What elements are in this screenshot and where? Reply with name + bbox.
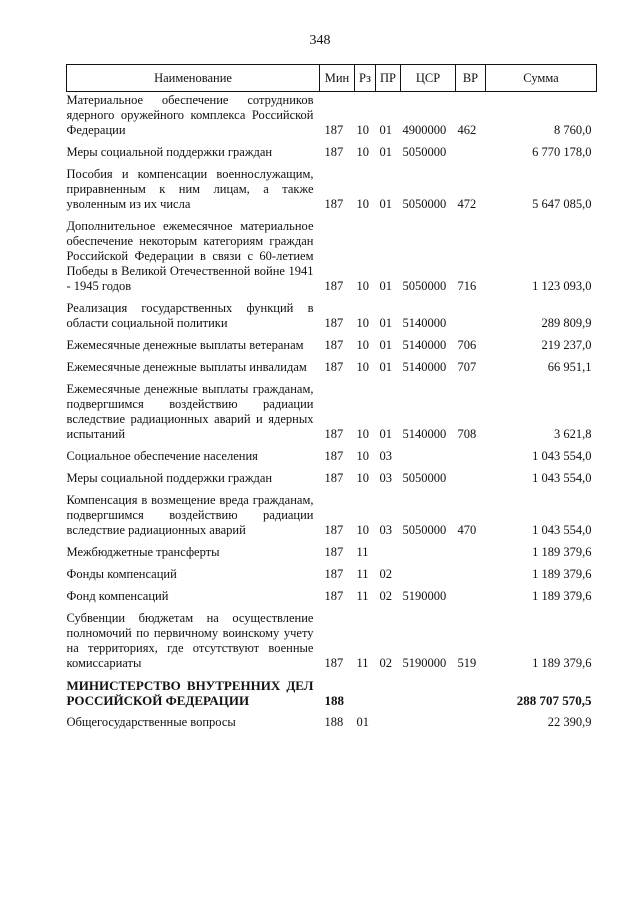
- cell-csr: [401, 708, 456, 730]
- cell-csr: 5050000: [402, 197, 447, 211]
- cell-sum: 1 189 379,6: [532, 567, 592, 581]
- cell-min: 187: [324, 656, 344, 670]
- cell-pr: 01: [379, 197, 392, 211]
- cell-vr: [456, 671, 486, 708]
- cell-vr: [456, 582, 486, 604]
- table-row: [67, 294, 597, 331]
- cell-pr: 03: [379, 449, 392, 463]
- cell-sum: 8 760,0: [554, 123, 592, 137]
- cell-min: 188: [324, 715, 344, 729]
- cell-csr: 5050000: [402, 145, 447, 159]
- header-pr: ПР: [376, 65, 401, 92]
- table-row: [67, 375, 597, 442]
- cell-sum: 1 189 379,6: [532, 589, 592, 603]
- table-row: [67, 442, 597, 464]
- cell-min: 187: [324, 279, 344, 293]
- cell-csr: 5140000: [402, 338, 447, 352]
- cell-min: 188: [324, 693, 344, 708]
- cell-sum: 3 621,8: [554, 427, 592, 441]
- table-row: [67, 486, 597, 538]
- cell-pr: 03: [379, 523, 392, 537]
- cell-rz: 10: [356, 449, 369, 463]
- table-row: [67, 138, 597, 160]
- cell-min: 187: [324, 545, 344, 559]
- cell-csr: 5140000: [402, 427, 447, 441]
- table-body: [67, 92, 597, 731]
- cell-csr: 5050000: [402, 471, 447, 485]
- cell-rz: 10: [356, 338, 369, 352]
- cell-vr: 462: [457, 123, 477, 137]
- cell-name: Субвенции бюджетам на осуществление полномочий по первичному воинскому учету на территориях, где отсутствуют военные комиссариаты: [66, 611, 314, 670]
- cell-name: Ежемесячные денежные выплаты ветеранам: [66, 338, 304, 352]
- cell-rz: 01: [356, 715, 369, 729]
- cell-rz: 10: [356, 471, 369, 485]
- page-number: 348: [309, 33, 331, 48]
- cell-pr: 01: [379, 279, 392, 293]
- cell-vr: 519: [457, 656, 477, 670]
- cell-min: 187: [324, 123, 344, 137]
- cell-vr: [456, 464, 486, 486]
- cell-vr: 716: [457, 279, 477, 293]
- cell-sum: 66 951,1: [547, 360, 592, 374]
- cell-vr: [456, 442, 486, 464]
- cell-sum: 288 707 570,5: [516, 693, 592, 708]
- cell-name: Дополнительное ежемесячное материальное обеспечение некоторым категориям граждан Российской Федерации в связи с 60-летием Победы в Великой Отечественной войне 1941 - 1945 годов: [66, 219, 314, 293]
- cell-pr: 03: [379, 471, 392, 485]
- header-name: Наименование: [67, 65, 320, 92]
- cell-rz: 10: [356, 279, 369, 293]
- table-row: [67, 671, 597, 708]
- table-row: [67, 538, 597, 560]
- cell-rz: 10: [356, 145, 369, 159]
- cell-pr: [376, 671, 401, 708]
- cell-sum: 22 390,9: [547, 715, 592, 729]
- cell-name: Межбюджетные трансферты: [66, 545, 220, 559]
- cell-sum: 1 189 379,6: [532, 545, 592, 559]
- cell-pr: 01: [379, 360, 392, 374]
- cell-csr: [401, 671, 456, 708]
- table-row: [67, 212, 597, 294]
- cell-min: 187: [324, 197, 344, 211]
- cell-csr: 4900000: [402, 123, 447, 137]
- cell-pr: 01: [379, 123, 392, 137]
- table-row: [67, 160, 597, 212]
- cell-rz: 10: [356, 197, 369, 211]
- cell-csr: [401, 538, 456, 560]
- cell-pr: 01: [379, 338, 392, 352]
- cell-min: 187: [324, 338, 344, 352]
- cell-vr: [456, 708, 486, 730]
- cell-csr: 5140000: [402, 316, 447, 330]
- cell-min: 187: [324, 145, 344, 159]
- cell-sum: 5 647 085,0: [532, 197, 592, 211]
- cell-vr: 706: [457, 338, 477, 352]
- header-csr: ЦСР: [401, 65, 456, 92]
- cell-name: Социальное обеспечение населения: [66, 449, 258, 463]
- cell-pr: 02: [379, 589, 392, 603]
- cell-min: 187: [324, 589, 344, 603]
- cell-rz: [355, 671, 376, 708]
- cell-rz: 11: [356, 567, 369, 581]
- cell-min: 187: [324, 567, 344, 581]
- cell-vr: 470: [457, 523, 477, 537]
- cell-sum: 1 043 554,0: [532, 471, 592, 485]
- header-vr: ВР: [456, 65, 486, 92]
- cell-csr: 5190000: [402, 656, 447, 670]
- cell-pr: 01: [379, 145, 392, 159]
- cell-vr: 708: [457, 427, 477, 441]
- cell-pr: [376, 538, 401, 560]
- cell-pr: [376, 708, 401, 730]
- cell-min: 187: [324, 316, 344, 330]
- cell-rz: 11: [356, 545, 369, 559]
- cell-vr: [456, 294, 486, 331]
- budget-table: [66, 64, 597, 730]
- cell-pr: 01: [379, 427, 392, 441]
- cell-name: Ежемесячные денежные выплаты инвалидам: [66, 360, 307, 374]
- table-row: [67, 92, 597, 139]
- header-sum: Сумма: [486, 65, 597, 92]
- cell-csr: 5050000: [402, 523, 447, 537]
- cell-vr: [456, 538, 486, 560]
- cell-sum: 6 770 178,0: [532, 145, 592, 159]
- table-row: [67, 464, 597, 486]
- cell-vr: [456, 138, 486, 160]
- cell-name: Реализация государственных функций в области социальной политики: [66, 301, 314, 330]
- cell-vr: 707: [457, 360, 477, 374]
- cell-name: Фонд компенсаций: [66, 589, 169, 603]
- cell-pr: 02: [379, 656, 392, 670]
- cell-name: Меры социальной поддержки граждан: [66, 145, 273, 159]
- cell-pr: 02: [379, 567, 392, 581]
- cell-sum: 219 237,0: [541, 338, 592, 352]
- cell-rz: 10: [356, 427, 369, 441]
- cell-rz: 10: [356, 123, 369, 137]
- cell-csr: 5190000: [402, 589, 447, 603]
- cell-name: Меры социальной поддержки граждан: [66, 471, 273, 485]
- cell-rz: 10: [356, 360, 369, 374]
- cell-min: 187: [324, 449, 344, 463]
- cell-min: 187: [324, 471, 344, 485]
- cell-sum: 289 809,9: [541, 316, 592, 330]
- table-row: [67, 708, 597, 730]
- cell-sum: 1 043 554,0: [532, 523, 592, 537]
- cell-rz: 11: [356, 656, 369, 670]
- header-min: Мин: [320, 65, 355, 92]
- cell-min: 187: [324, 427, 344, 441]
- cell-name: Пособия и компенсации военнослужащим, приравненным к ним лицам, а также уволенным из их числа: [66, 167, 314, 211]
- cell-vr: 472: [457, 197, 477, 211]
- table-row: [67, 353, 597, 375]
- cell-name: Компенсация в возмещение вреда гражданам, подвергшимся воздействию радиации вследствие радиационных аварий: [66, 493, 314, 537]
- cell-sum: 1 123 093,0: [532, 279, 592, 293]
- cell-name: Материальное обеспечение сотрудников ядерного оружейного комплекса Российской Федерации: [66, 93, 314, 137]
- cell-sum: 1 189 379,6: [532, 656, 592, 670]
- cell-csr: [401, 560, 456, 582]
- cell-rz: 11: [356, 589, 369, 603]
- cell-csr: 5050000: [402, 279, 447, 293]
- cell-name: Общегосударственные вопросы: [66, 715, 236, 729]
- table-row: [67, 331, 597, 353]
- cell-name: МИНИСТЕРСТВО ВНУТРЕННИХ ДЕЛ РОССИЙСКОЙ ФЕДЕРАЦИИ: [66, 678, 314, 708]
- table-row: [67, 560, 597, 582]
- table-header-row: [67, 65, 597, 92]
- cell-rz: 10: [356, 523, 369, 537]
- cell-vr: [456, 560, 486, 582]
- cell-sum: 1 043 554,0: [532, 449, 592, 463]
- cell-min: 187: [324, 360, 344, 374]
- cell-rz: 10: [356, 316, 369, 330]
- table-row: [67, 582, 597, 604]
- cell-pr: 01: [379, 316, 392, 330]
- cell-min: 187: [324, 523, 344, 537]
- cell-csr: [401, 442, 456, 464]
- cell-name: Фонды компенсаций: [66, 567, 177, 581]
- table-row: [67, 604, 597, 671]
- header-rz: Рз: [355, 65, 376, 92]
- cell-name: Ежемесячные денежные выплаты гражданам, подвергшимся воздействию радиации вследствие радиационных аварий и ядерных испытаний: [66, 382, 314, 441]
- cell-csr: 5140000: [402, 360, 447, 374]
